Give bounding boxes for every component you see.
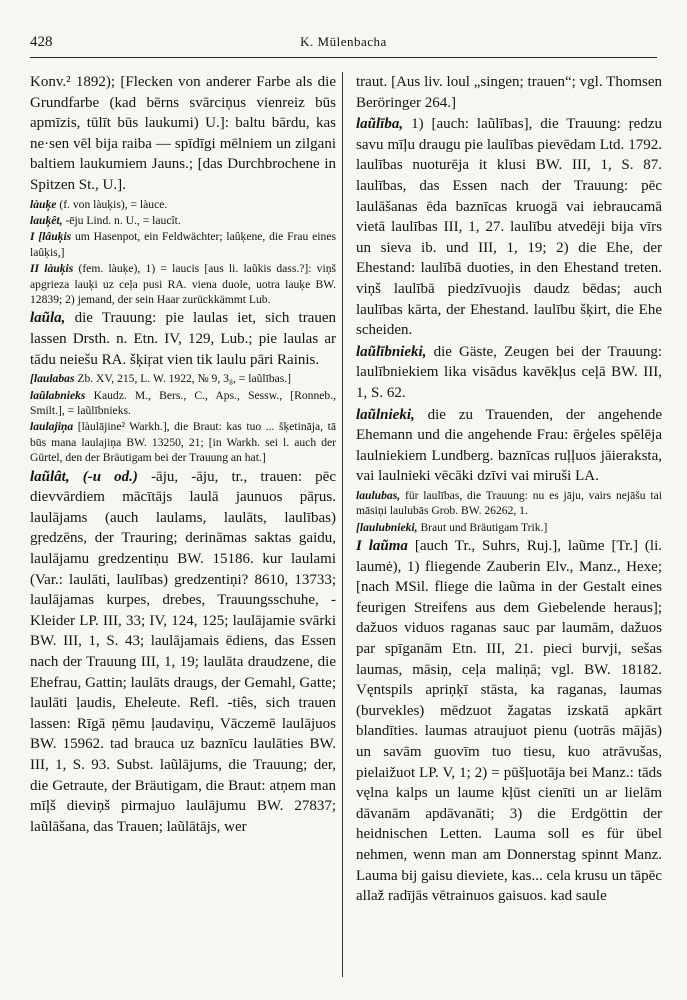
page-header — [30, 34, 657, 54]
dictionary-entry — [30, 229, 336, 260]
header-rule — [30, 57, 657, 58]
entry-text: [làulājine² Warkh.], die Braut: kas tuo ... šķetināja, tā būs mana laulajiņa BW. 13250, 21; [in Warkh. sei l. auch der Gürtel, den der Bräutigam bei der Trauung an hat.] — [30, 420, 336, 465]
entry-text: traut. [Aus liv. loul „singen; trauen“; vgl. Thomsen Beröringer 264.] — [356, 74, 662, 111]
entry-headword: laulajiņa — [30, 420, 74, 434]
page-number: 428 — [30, 34, 53, 50]
column-divider — [342, 72, 343, 977]
left-column — [30, 72, 336, 987]
entry-text: die Gäste, Zeugen bei der Trauung: laulībniekiem lika visādus kavēkļus ceļā BW. III, 1, S. 62. — [356, 343, 662, 401]
dictionary-entry — [30, 72, 336, 196]
entry-text: (fem. làuķe), 1) = laucis [aus li. laũkis dass.?]: viņš apgrieza lauķi uz ceļa pusi RA. viena duole, uotra lauķe BW. 12839; 2) jemand, der sein Haar zurückkämmt Lub. — [30, 262, 336, 306]
dictionary-entry — [356, 72, 662, 113]
entry-headword: [laulubnieki, — [356, 520, 418, 534]
entry-headword: I [lâuķis — [30, 230, 72, 244]
entry-headword: II làuķis — [30, 262, 74, 276]
entry-headword: laũlībnieki, — [356, 343, 427, 360]
dictionary-entry — [356, 114, 662, 341]
entry-text: Zb. XV, 215, L. W. 1922, № 9, 3₈, = laũlības.] — [77, 372, 292, 386]
right-column — [356, 72, 662, 987]
dictionary-entry — [356, 536, 662, 907]
entry-headword: laulubas, — [356, 488, 401, 502]
entry-text: -ēju Lind. n. U., = laucît. — [65, 213, 181, 227]
entry-text: (f. von làuķis), = làuce. — [59, 197, 168, 211]
entry-text: -āju, -āju, tr., trauen: pēc dievvārdiem mācītājs laulā jaunuos pāŗus. laulājams (auch laulams, laulāts, laulības) gŗedzēns, der Trauring; derināmas saktas gaidu, laulājamu gredzentiņu BW. 15186. kur laulami (Var.: laulāti, laulības) gredzentiņi? 8610, 13733; laulājamas kurpes, drebes, Trauungsschuhe, -Kleider LP. III, 33; IV, 124, 125; laulājamie svārki BW. III, 1, S. 43; laulājamais ēdiens, das Essen nach der Trauung III, 1, 19; laulāta draudzene, die Ehefrau, Gattin; laulāts draugs, der Gemahl, Gatte; laulāti ļaudis, Eheleute. Refl. -tiês, sich trauen lassen: Rīgā ņēmu ļaudaviņu, Vāczemē laulājuos BW. 15962. tad brauca uz baznīcu laulāties BW. III, 1, S. 93. Subst. laũlājums, die Trauung; der, die Getraute, der Bräutigam, die Braut: atņem man mīļš dieviņš pirmajuo laulājumu BW. 27837; laũlāšana, das Trauen; laũlātājs, wer — [30, 468, 336, 835]
entry-headword: laũlât, (-u od.) — [30, 468, 138, 485]
entry-headword: laũlnieki, — [356, 406, 415, 423]
entry-text: 1) [auch: laũlības], die Trauung: ŗedzu savu mīļu draugu pie laulības pievēdam Ltd. 1792. laulības nuoturēja it klusi BW. III, 1, S. 87. laulības, das Essen nach der Trauung: pēc laulāšanas ēda baznīcas kruogā vai iebraucamā vietā laulības III, 1, 27. laulību atvedēji bija vīrs un sieva ib. und III, 1, 19; 2) die Ehe, der Ehestand: laulībā duoties, in den Ehestand treten. viņš laulībā piedzīvuojis daudz bēdas; auch laulības kārta, der Ehestand. laulību šķirt, die Ehe scheiden. — [356, 116, 662, 339]
entry-headword: lauķêt, — [30, 213, 63, 227]
entry-headword: laũla, — [30, 310, 66, 327]
dictionary-entry — [356, 405, 662, 487]
dictionary-entry — [30, 371, 336, 386]
dictionary-entry — [356, 520, 662, 535]
entry-text: Braut und Bräutigam Trik.] — [420, 520, 548, 534]
entry-text: die zu Trauenden, der angehende Ehemann und die angehende Frau: ērģeles spēlēja laulniekiem Lundberg. baznīcas ruļļuos jāieraksta, vai laulnieki vēcāki dzīvi vai miruši LA. — [356, 406, 662, 485]
entry-text: Kaudz. M., Bers., C., Aps., Sessw., [Ronneb., Smilt.], = laũlībnieks. — [30, 388, 336, 417]
entry-headword: [laulabas — [30, 372, 75, 386]
entry-text: die Trauung: pie laulas iet, sich trauen lassen Drsth. n. Etn. IV, 129, Lub.; pie laulas ar tādu neiešu RA. šķiŗat vien tik laulu pāri Rainis. — [30, 310, 336, 368]
entry-text: [auch Tr., Suhrs, Ruj.], laũme [Tr.] (li. laumė), 1) fliegende Zauberin Elv., Manz., Hexe; [nach MSil. fliege die laũma in der Gestalt eines feurigen Streifens aus dem Giebelende heraus]; dažuos viduos raganas sauc par laumām, dažuos par spīganām Etn. III, 21. pieci burvji, sešas laumas, māsiņ, ceļa maliņā; vgl. BW. 18182. Vęntspils apriņķī stāsta, ka raganas, laumas (burvekles) mēdzuot žagatas izskatā apkārt blandīties. laumas atraujuot pienu (uotrās mājās) un savām guovīm tuo tiesu, kuo atrāvušas, pielaižuot LP. V, 1; 2) = pūšļuotāja bei Manz.: tāds vęlna kalps un laume kļūst cienīti un ar lielām dāvanām apdāvanāti; 3) die Erdgöttin der heidnischen Letten. Lauma soll es für übel nehmen, wenn man am Donnerstag spinnt Manz. Lauma bij gaisu dieviete, kas... cela krusu un tāpēc allaž radījās vētrainuos gaisuos. kad saule — [356, 538, 662, 905]
entry-headword: laũlabnieks — [30, 388, 86, 402]
dictionary-entry — [30, 467, 336, 838]
dictionary-entry — [30, 213, 336, 228]
dictionary-entry — [356, 342, 662, 404]
entry-text: Konv.² 1892); [Flecken von anderer Farbe als die Grundfarbe (kad bērns svārciņus vienreiz būs apmīzis, tūlīt būs laukumi) U.]: baltu bārdu, kas ne·sen vēl bija raiba — spīdīgi mēlniem un zilgani baltiem laukumiem Jauns.; [das Durchbrochene in Spitzen St., U.]. — [30, 74, 336, 193]
entry-text: für laulības, die Trauung: nu es jāju, vairs nejāšu tai māsiņi laulubās Grob. BW. 26262, 1. — [356, 488, 662, 518]
running-head: K. Mülenbacha — [300, 34, 387, 49]
dictionary-entry — [30, 419, 336, 465]
dictionary-entry — [30, 197, 336, 212]
dictionary-entry — [356, 488, 662, 519]
entry-text: um Hasenpot, ein Feldwächter; laûķene, die Frau eines laûķis,] — [30, 230, 336, 259]
dictionary-entry — [30, 388, 336, 419]
dictionary-entry — [30, 261, 336, 307]
entry-headword: làuķe — [30, 197, 57, 211]
entry-headword: laũlība, — [356, 116, 404, 133]
entry-headword: I laũma — [356, 538, 408, 555]
dictionary-entry — [30, 308, 336, 370]
